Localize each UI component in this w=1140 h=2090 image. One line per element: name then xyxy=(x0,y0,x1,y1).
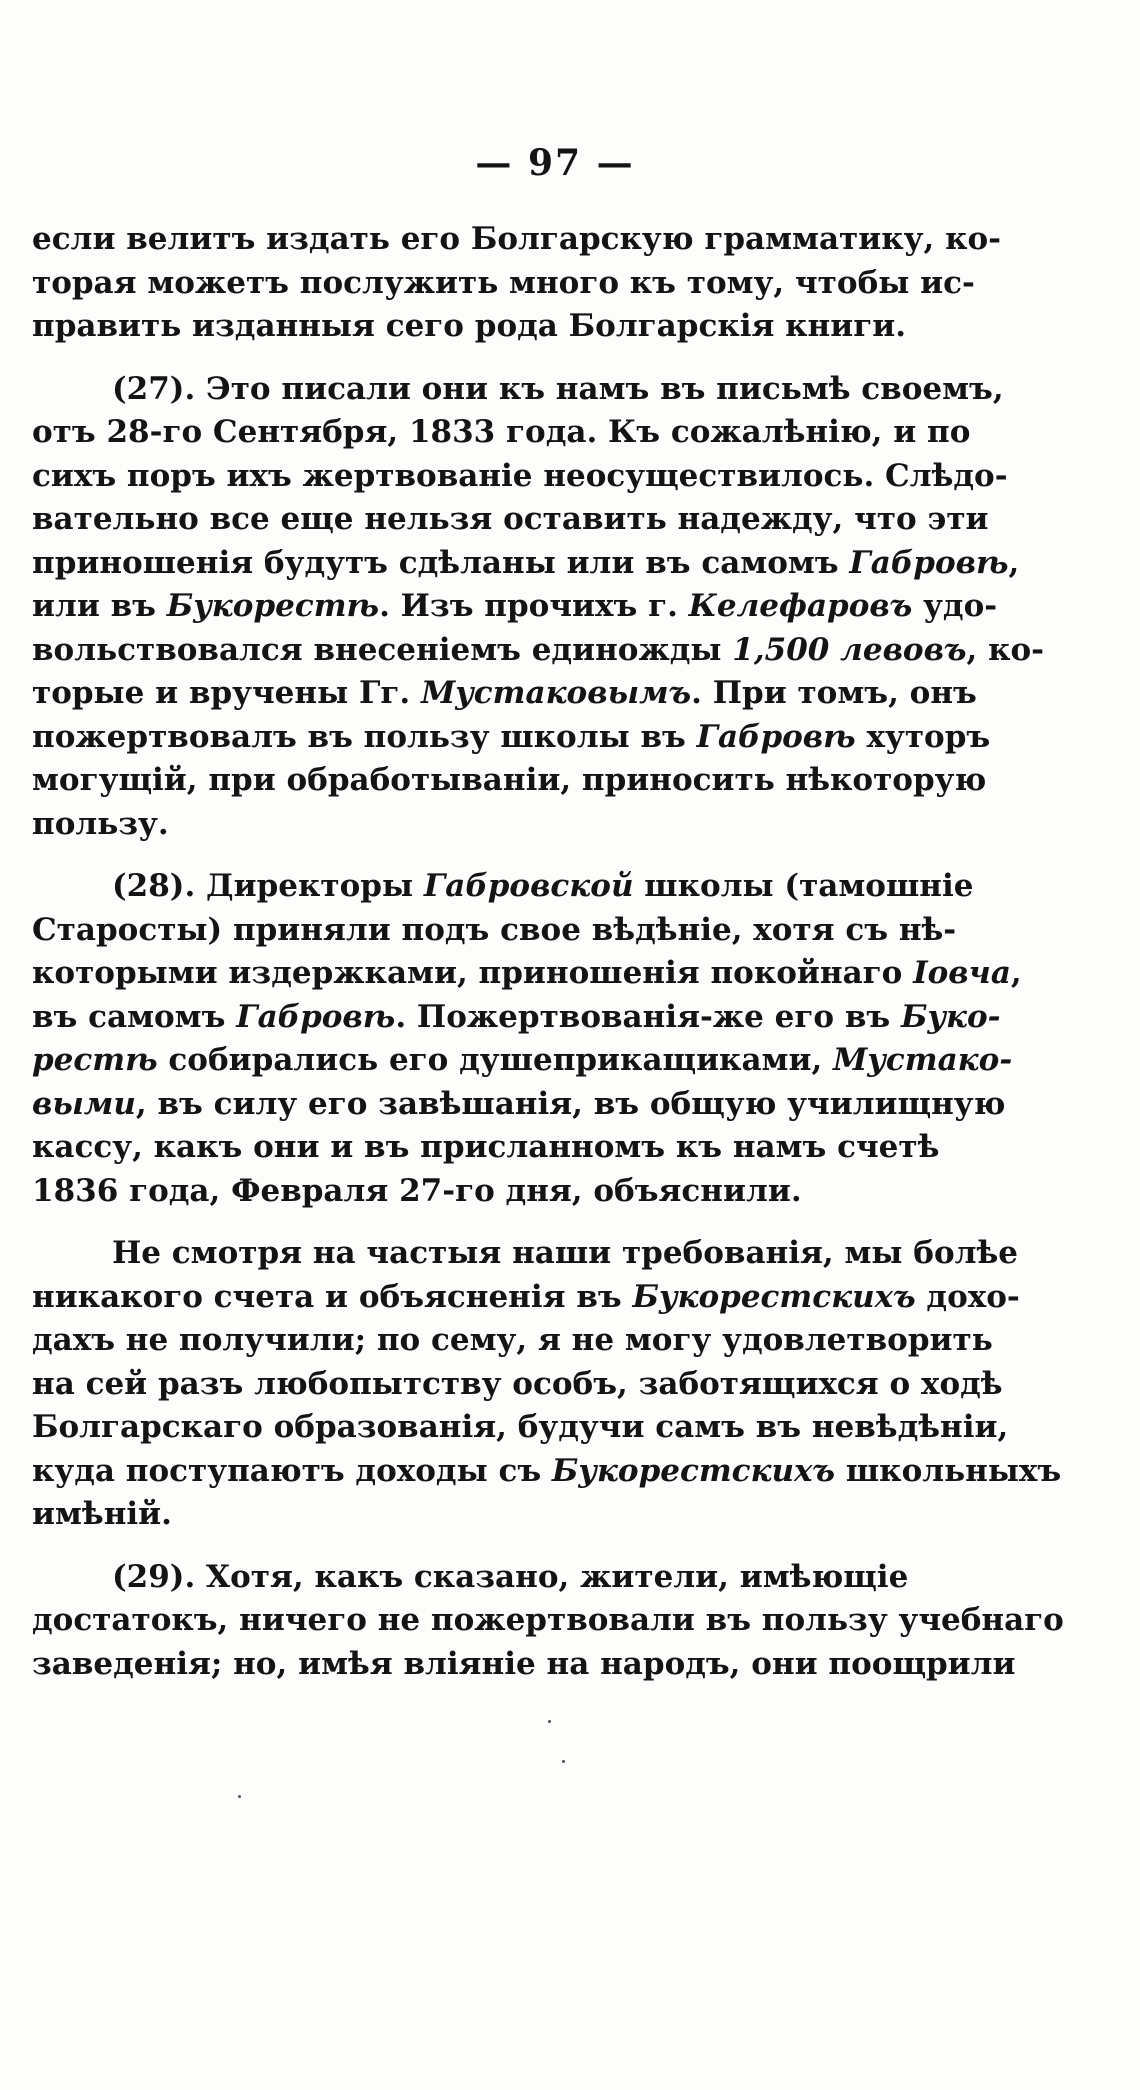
text-line xyxy=(32,803,904,847)
text-segment: въ самомъ xyxy=(32,998,237,1035)
text-line xyxy=(32,996,1001,1040)
italic-text: Букорестѣ xyxy=(166,588,380,624)
text-line xyxy=(32,1232,1019,1276)
text-segment: править изданныя сего рода Болгарскія книги. xyxy=(32,308,907,344)
text-segment: , ко- xyxy=(966,631,1045,668)
text-segment: (28). Директоры xyxy=(112,868,424,904)
text-segment: дохо- xyxy=(915,1278,1020,1315)
italic-text: 1,500 левовъ xyxy=(732,631,967,668)
text-segment: (27). Это писали они къ намъ въ письмѣ своемъ, xyxy=(112,370,1004,407)
text-line xyxy=(32,1493,904,1537)
italic-text: Габровѣ xyxy=(236,998,396,1035)
text-line xyxy=(32,1450,1062,1494)
paragraph-continuation xyxy=(32,218,1002,349)
paper-speck xyxy=(238,1795,241,1798)
italic-text: Габровѣ xyxy=(849,544,1009,581)
text-segment: , въ силу его завѣшанія, въ общую училищную xyxy=(135,1085,1006,1122)
paragraph-note-28 xyxy=(32,865,1022,1213)
text-line xyxy=(32,1406,1009,1450)
text-line xyxy=(32,716,991,760)
text-segment: Болгарскаго образованія, будучи самъ въ невѣдѣніи, xyxy=(32,1409,1009,1445)
text-segment: собирались его душеприкащиками, xyxy=(157,1042,834,1078)
text-segment: . При томъ, онъ xyxy=(691,675,977,711)
text-line xyxy=(32,305,907,349)
page-number: — 97 — xyxy=(475,142,635,184)
text-segment: школьныхъ xyxy=(835,1452,1062,1489)
text-line xyxy=(32,1556,909,1600)
text-line xyxy=(32,1126,940,1170)
text-segment: куда поступаютъ доходы съ xyxy=(32,1452,552,1489)
text-segment: сихъ поръ ихъ жертвованіе неосуществилось. Слѣдо- xyxy=(32,457,1008,494)
text-segment: (29). Хотя, какъ сказано, жители, имѣющіе xyxy=(112,1558,909,1595)
text-segment: вольствовался внесеніемъ единожды xyxy=(32,631,733,668)
text-segment: , xyxy=(1010,955,1022,991)
text-line xyxy=(32,455,1008,499)
text-line xyxy=(32,759,987,803)
text-segment: дахъ не получили; по сему, я не могу удовлетворить xyxy=(32,1322,993,1358)
text-segment: школы (тамошніе xyxy=(633,868,974,904)
italic-text: рестѣ xyxy=(32,1042,158,1078)
text-line xyxy=(32,672,977,716)
text-line xyxy=(32,218,1002,262)
text-line xyxy=(32,262,975,306)
text-line xyxy=(32,909,957,953)
italic-text: Мустако- xyxy=(833,1042,1013,1078)
text-segment: достатокъ, ничего не пожертвовали въ пользу учебнаго xyxy=(32,1602,1064,1638)
text-segment: торые и вручены Гг. xyxy=(32,675,421,711)
italic-text: Келефаровъ xyxy=(688,588,913,624)
body-text xyxy=(32,218,1064,1686)
text-line xyxy=(32,585,998,629)
text-segment: пользу. xyxy=(32,805,169,842)
text-line xyxy=(32,542,1020,586)
text-line xyxy=(32,368,1004,412)
italic-text: Габровской xyxy=(423,868,634,904)
text-segment: удо- xyxy=(912,588,998,624)
text-line xyxy=(32,1083,1006,1127)
text-segment: кассу, какъ они и въ присланномъ къ намъ счетѣ xyxy=(32,1129,940,1165)
text-segment: или въ xyxy=(32,588,167,624)
text-line xyxy=(32,498,989,542)
text-segment: имѣній. xyxy=(32,1496,172,1532)
text-segment: 1836 года, Февраля 27-го дня, объяснили. xyxy=(32,1172,802,1209)
text-line xyxy=(32,1276,1020,1320)
text-segment: на сей разъ любопытству особъ, заботящихся о ходѣ xyxy=(32,1365,1003,1402)
text-segment: отъ 28-го Сентября, 1833 года. Къ сожалѣнію, и по xyxy=(32,414,971,450)
italic-text: Іовча xyxy=(913,955,1011,991)
text-line xyxy=(32,865,974,909)
paragraph-note-29 xyxy=(32,1556,1064,1687)
text-line xyxy=(32,1599,1064,1643)
italic-text: Букорестскихъ xyxy=(551,1452,836,1489)
text-segment: которыми издержками, приношенія покойнаго xyxy=(32,955,914,991)
text-segment: если велитъ издать его Болгарскую грамматику, ко- xyxy=(32,221,1002,257)
text-line xyxy=(32,411,971,455)
text-line xyxy=(32,1363,1003,1407)
text-line xyxy=(32,629,1045,673)
text-segment: . Изъ прочихъ г. xyxy=(379,588,689,624)
italic-text: Габровѣ xyxy=(696,718,856,755)
text-segment: , xyxy=(1008,544,1020,581)
italic-text: выми xyxy=(32,1085,136,1122)
italic-text: Букорестскихъ xyxy=(632,1278,916,1315)
paper-speck xyxy=(562,1760,565,1763)
text-line xyxy=(32,1319,993,1363)
text-line xyxy=(32,952,1022,996)
italic-text: Мустаковымъ xyxy=(420,675,692,711)
text-segment: пожертвовалъ въ пользу школы въ xyxy=(32,718,697,755)
text-segment: никакого счета и объясненія въ xyxy=(32,1278,633,1315)
italic-text: Буко- xyxy=(900,998,1001,1035)
text-segment: хуторъ xyxy=(855,718,991,755)
paper-speck xyxy=(548,1720,551,1723)
paragraph-reports xyxy=(32,1232,1062,1537)
text-line xyxy=(32,1170,904,1214)
text-segment: торая можетъ послужить много къ тому, чтобы ис- xyxy=(32,264,975,301)
paragraph-note-27 xyxy=(32,368,1045,847)
text-segment: приношенія будутъ сдѣланы или въ самомъ xyxy=(32,544,850,581)
text-segment: вательно все еще нельзя оставить надежду, что эти xyxy=(32,501,989,537)
text-segment: заведенія; но, имѣя вліяніе на народъ, они поощрили xyxy=(32,1645,1016,1682)
text-line xyxy=(32,1039,1013,1083)
text-segment: могущій, при обработываніи, приносить нѣкоторую xyxy=(32,762,987,798)
text-segment: Не смотря на частыя наши требованія, мы болѣе xyxy=(112,1235,1019,1271)
text-line xyxy=(32,1643,1016,1687)
text-segment: Старосты) приняли подъ свое вѣдѣніе, хотя съ нѣ- xyxy=(32,911,957,948)
text-segment: . Пожертвованія-же его въ xyxy=(395,998,901,1035)
